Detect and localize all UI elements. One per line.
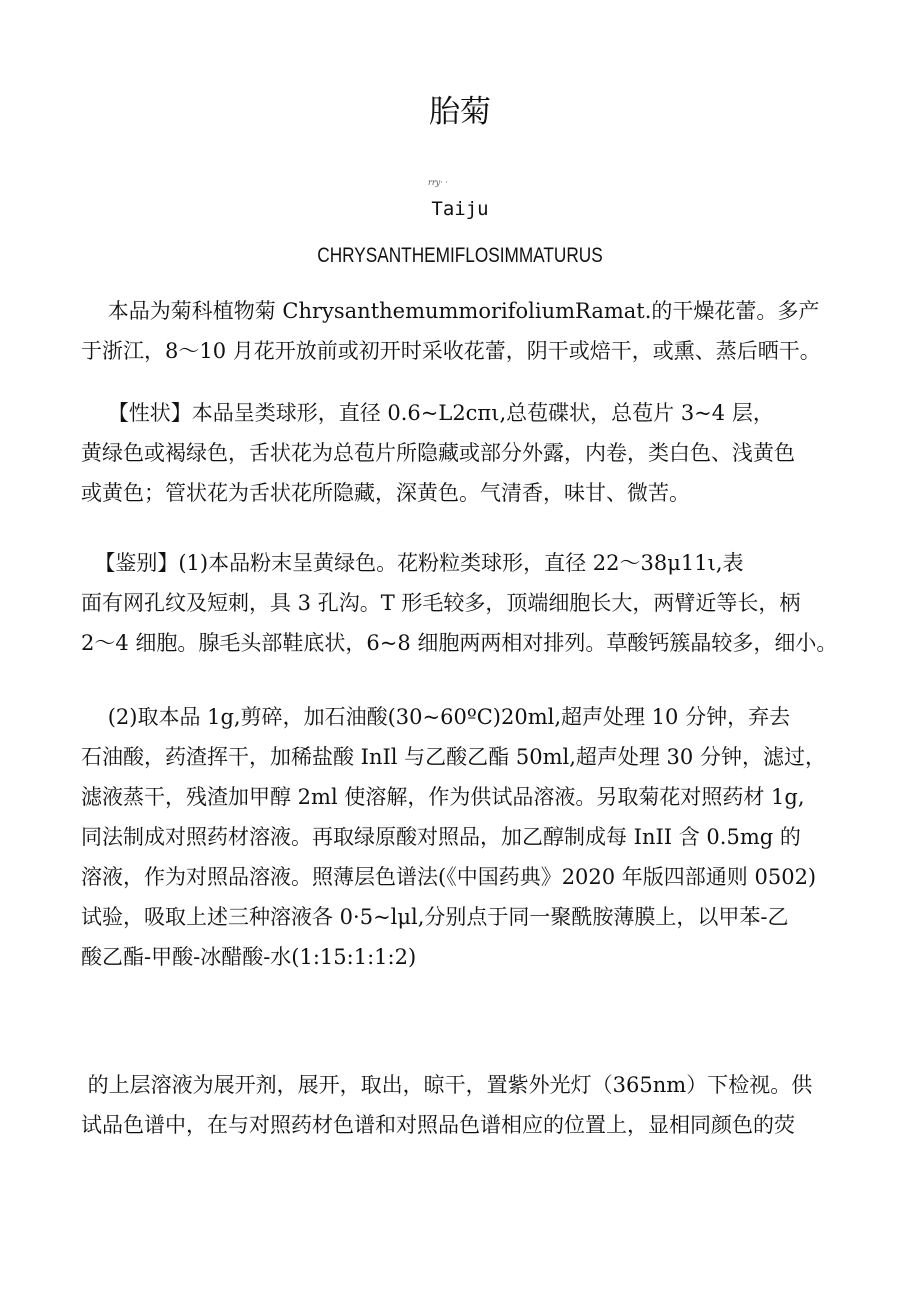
paragraph-line: 溶液，作为对照品溶液。照薄层色谱法(《中国药典》2020 年版四部通则 0502) <box>81 865 817 889</box>
paragraph-line: 本品为菊科植物菊 ChrysanthemummorifoliumRamat.的干燥花蕾。多产 <box>81 299 820 323</box>
paragraph-line: 【鉴别】(1)本品粉末呈黄绿色。花粉粒类球形，直径 22～38μ11ι,表 <box>81 551 744 575</box>
paragraph-line: 【性状】本品呈类球形，直径 0.6~L2cπι,总苞碟状，总苞片 3~4 层， <box>81 401 774 425</box>
paragraph-line: 面有网孔纹及短刺，具 3 孔沟。T 形毛较多，顶端细胞长大，两臂近等长，柄 <box>81 591 801 615</box>
paragraph-origin <box>81 291 821 371</box>
paragraph-line: 2～4 细胞。腺毛头部鞋底状，6~8 细胞两两相对排列。草酸钙簇晶较多，细小。 <box>81 631 838 655</box>
latin-name: CHRYSANTHEMIFLOSIMMATURUS <box>317 244 603 267</box>
paragraph-line: 的上层溶液为展开剂，展开，取出，晾干，置紫外光灯（365nm）下检视。供 <box>81 1073 813 1097</box>
paragraph-identification-2 <box>81 697 826 977</box>
paragraph-line: 试验，吸取上述三种溶液各 0·5~lμl,分别点于同一聚酰胺薄膜上，以甲苯-乙 <box>81 905 789 929</box>
paragraph-line: 同法制成对照药材溶液。再取绿原酸对照品，加乙醇制成每 InII 含 0.5mg 的 <box>81 825 801 849</box>
paragraph-line: 酸乙酯-甲酸-冰醋酸-水(1:15:1:1:2) <box>81 945 417 969</box>
paragraph-identification-1 <box>81 543 837 663</box>
small-mark: rry· · <box>428 178 448 187</box>
paragraph-properties <box>81 393 795 513</box>
paragraph-line: 于浙江，8～10 月花开放前或初开时采收花蕾，阴干或焙干，或熏、蒸后晒干。 <box>81 339 821 363</box>
paragraph-line: 或黄色；管状花为舌状花所隐藏，深黄色。气清香，味甘、微苦。 <box>81 481 690 505</box>
paragraph-line: 试品色谱中，在与对照药材色谱和对照品色谱相应的位置上，显相同颜色的荧 <box>81 1113 795 1137</box>
page-title: 胎菊 <box>429 94 491 130</box>
pinyin-name: Taiju <box>431 198 489 220</box>
paragraph-line: 滤液蒸干，残渣加甲醇 2ml 使溶解，作为供试品溶液。另取菊花对照药材 1g, <box>81 785 805 809</box>
paragraph-tlc-result <box>81 1065 812 1145</box>
paragraph-line: 石油酸，药渣挥干，加稀盐酸 InIl 与乙酸乙酯 50ml,超声处理 30 分钟，滤过， <box>81 745 826 769</box>
paragraph-line: 黄绿色或褐绿色，舌状花为总苞片所隐藏或部分外露，内卷，类白色、浅黄色 <box>81 441 795 465</box>
paragraph-line: (2)取本品 1g,剪碎，加石油酸(30~60ºC)20ml,超声处理 10 分钟，弃去 <box>81 705 791 729</box>
